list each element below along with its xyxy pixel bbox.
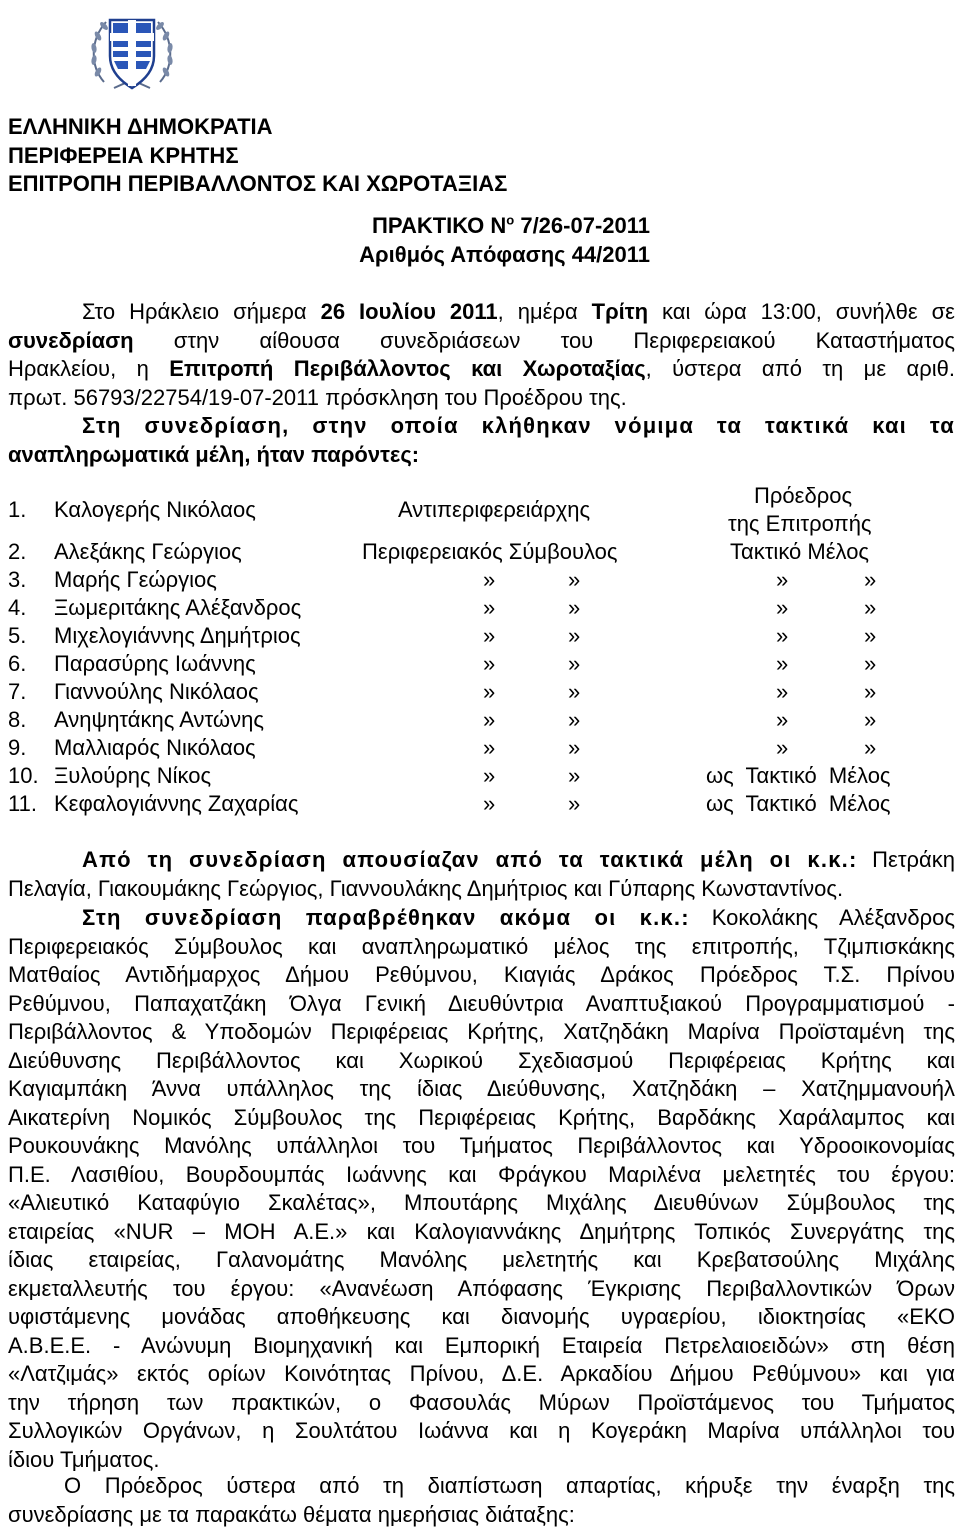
intro-paragraph: Στο Ηράκλειο σήμερα 26 Ιουλίου 2011, ημέρα Τρίτη και ώρα 13:00, συνήλθε σε συνεδρίαση στην αίθουσα συνεδριάσεων του Περιφερειακού Καταστήματος Ηρακλείου, η Επιτροπή Περιβάλλοντος και Χωροταξίας, ύστερα από τη με αριθ. πρωτ. 56793/22754/19-07-2011 πρόσκληση του Προέδρου της. Στη συνεδρίαση, στην οποία κλήθηκαν νόμιμα τα τακτικά και τα αναπληρωματικά μέλη, ήταν παρόντες: <box>8 299 955 467</box>
greek-coat-of-arms-emblem <box>84 6 180 102</box>
list-item: 7. Γιαννούλης Νικόλαος » » » » <box>8 679 877 704</box>
list-item: 6. Παρασύρης Ιωάννης » » » » <box>8 651 877 676</box>
list-item: 10. Ξυλούρης Νίκος » » ως Τακτικό Μέλος <box>8 763 891 788</box>
list-item: 8. Ανηψητάκης Αντώνης » » » » <box>8 707 877 732</box>
list-item: 9. Μαλλιαρός Νικόλαος » » » » <box>8 735 877 760</box>
closing-paragraph: Ο Πρόεδρος ύστερα από τη διαπίστωση απαρτίας, κήρυξε την έναρξη της συνεδρίασης με τα παρακάτω θέματα ημερήσιας διάταξης: <box>8 1473 955 1527</box>
attendees-paragraph: Στη συνεδρίαση παραβρέθηκαν ακόμα οι κ.κ.: Κοκολάκης Αλέξανδρος Περιφερειακός Σύμβουλος και αναπληρωματικό μέλος της επιτροπής, Τζιμπισκάκης Ματθαίος Αντιδήμαρχος Δήμου Ρεθύμνου, Κιαγιάς Δράκος Πρόεδρος Τ.Σ. Πρίνου Ρεθύμνου, Παπαχατζάκη Όλγα Γενική Διευθύντρια Αναπτυξιακού Προγραμματισμού - Περιβάλλοντος & Υποδομών Περιφέρειας Κρήτης, Χατζηδάκη Μαρίνα Προϊσταμένη της Διεύθυνσης Περιβάλλοντος και Χωρικού Σχεδιασμού Περιφέρειας Κρήτης και Καγιαμπάκη Άννα υπάλληλος της ίδιας Διεύθυνσης, Χατζηδάκη – Χατζημμανουήλ Αικατερίνη Νομικός Σύμβουλος της Περιφέρειας Κρήτης, Βαρδάκης Χαράλαμπος και Ρουκουνάκης Μανόλης υπάλληλοι του Τμήματος Περιβάλλοντος και Υδροοικονομίας Π.Ε. Λασιθίου, Βουρδουμπάς Ιωάννης και Φράγκου Μαριλένα μελετητές του έργου: «Αλιευτικό Καταφύγιο Σκαλέτας», Μπουτάρης Μιχάλης Διευθύνων Σύμβουλος της εταιρείας «NUR – ΜΟΗ Α.Ε.» και Καλογιαννάκης Δημήτρης Τοπικός Συνεργάτης της ίδιας εταιρείας, Γαλανομάτης Μανόλης μελετητής και Κρεβατσούλης Μιχάλης εκμεταλλευτής του έργου: «Ανανέωση Απόφασης Έγκρισης Περιβαλλοντικών Όρων υφιστάμενης μονάδας αποθήκευσης και διανομής υγραερίου, ιδιοκτησίας «ΕΚΟ Α.Β.Ε.Ε. - Ανώνυμη Βιομηχανική και Εμπορική Εταιρεία Πετρελαιοειδών» στη θέση «Λατζιμάς» εκτός ορίων Κοινότητας Πρίνου, Δ.Ε. Αρκαδίου Δήμου Ρεθύμνου» και για την τήρηση των πρακτικών, ο Φασουλάς Μύρων Προϊστάμενος του Τμήματος Συλλογικών Οργάνων, η Σουλτάτου Ιωάννα και η Κογεράκη Μαρίνα υπάλληλοι του ίδιου Τμήματος. <box>8 905 956 1472</box>
header-region: ΠΕΡΙΦΕΡΕΙΑ ΚΡΗΤΗΣ <box>8 142 239 168</box>
header-country: ΕΛΛΗΝΙΚΗ ΔΗΜΟΚΡΑΤΙΑ <box>8 114 273 139</box>
authority-header <box>8 113 507 199</box>
list-item: 2. Αλεξάκης Γεώργιος Περιφερειακός Σύμβουλος Τακτικό Μέλος <box>8 539 870 564</box>
minutes-title: ΠΡΑΚΤΙΚΟ $N^o$ 7/26-07-2011 <box>372 212 650 238</box>
decision-number: Αριθμός Απόφασης 44/2011 <box>359 242 650 267</box>
list-item: 11. Κεφαλογιάννης Ζαχαρίας » » ως Τακτικό Μέλος <box>8 791 891 816</box>
list-item: 4. Ξωμεριτάκης Αλέξανδρος » » » » <box>8 595 877 620</box>
list-item: 1. Καλογερής Νικόλαος Αντιπεριφερειάρχης Πρόεδρος της Επιτροπής <box>8 483 872 536</box>
list-item: 3. Μαρής Γεώργιος » » » » <box>8 567 877 592</box>
absent-paragraph: Από τη συνεδρίαση απουσίαζαν από τα τακτικά μέλη οι κ.κ.: Πετράκη Πελαγία, Γιακουμάκης Γεώργιος, Γιαννουλάκης Δημήτριος και Γύπαρης Κωνσταντίνος. <box>8 847 955 901</box>
list-item: 5. Μιχελογιάννης Δημήτριος » » » » <box>8 623 877 648</box>
header-committee: ΕΠΙΤΡΟΠΗ ΠΕΡΙΒΑΛΛΟΝΤΟΣ ΚΑΙ ΧΩΡΟΤΑΞΙΑΣ <box>8 171 508 196</box>
